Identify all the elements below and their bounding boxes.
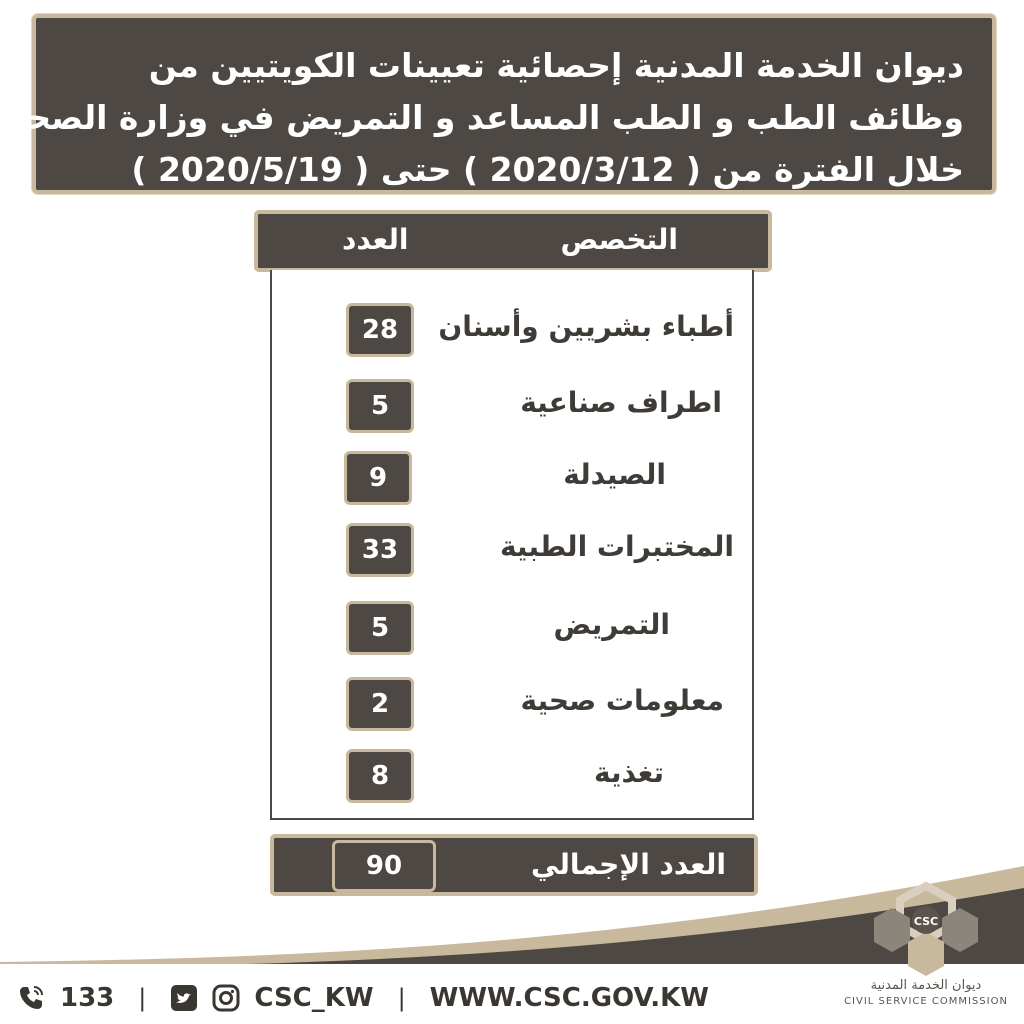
row-value: 33 xyxy=(346,523,414,577)
row-label: المختبرات الطبية xyxy=(499,530,734,563)
total-value: 90 xyxy=(332,840,436,892)
header-count: العدد xyxy=(342,223,409,256)
row-value: 8 xyxy=(346,749,414,803)
separator: | xyxy=(397,984,406,1012)
title-line-1: ديوان الخدمة المدنية إحصائية تعيينات الكويتيين من xyxy=(148,46,964,85)
row-label: الصيدلة xyxy=(563,458,666,491)
separator: | xyxy=(138,984,147,1012)
row-label: تغذية xyxy=(594,756,664,789)
table-row xyxy=(272,376,752,436)
row-label: أطباء بشريين وأسنان xyxy=(438,310,734,343)
table-row xyxy=(272,300,752,360)
website-link[interactable]: WWW.CSC.GOV.KW xyxy=(429,983,709,1013)
header-specialty: التخصص xyxy=(560,223,678,256)
row-label: اطراف صناعية xyxy=(520,386,722,419)
row-label: التمريض xyxy=(553,608,670,641)
table-row xyxy=(272,746,752,806)
table-row xyxy=(272,520,752,580)
logo-mark-text: CSC xyxy=(913,915,939,928)
twitter-icon[interactable] xyxy=(170,984,198,1012)
table-row xyxy=(272,674,752,734)
phone-number[interactable]: 133 xyxy=(60,983,115,1013)
title-banner xyxy=(7,14,996,194)
csc-logo-icon xyxy=(836,880,1016,980)
footer-contacts xyxy=(16,980,709,1016)
row-value: 28 xyxy=(346,303,414,357)
row-value: 2 xyxy=(346,677,414,731)
row-value: 5 xyxy=(346,601,414,655)
csc-logo xyxy=(836,880,1016,1020)
row-value: 9 xyxy=(344,451,412,505)
table-row xyxy=(272,448,752,508)
table-body xyxy=(270,270,754,820)
instagram-icon[interactable] xyxy=(212,984,240,1012)
row-value: 5 xyxy=(346,379,414,433)
phone-icon xyxy=(16,983,46,1013)
table-header xyxy=(254,210,772,272)
row-label: معلومات صحية xyxy=(520,684,724,717)
logo-name-en: CIVIL SERVICE COMMISSION xyxy=(844,996,1008,1007)
title-line-2: وظائف الطب و الطب المساعد و التمريض في وزارة الصحة xyxy=(7,98,964,137)
total-label: العدد الإجمالي xyxy=(531,848,726,881)
title-line-3: خلال الفترة من ( 2020/3/12 ) حتى ( 2020/5/19 ) xyxy=(131,150,964,189)
logo-name-ar: ديوان الخدمة المدنية xyxy=(870,978,982,993)
table-row xyxy=(272,598,752,658)
social-handle[interactable]: CSC_KW xyxy=(254,983,374,1013)
